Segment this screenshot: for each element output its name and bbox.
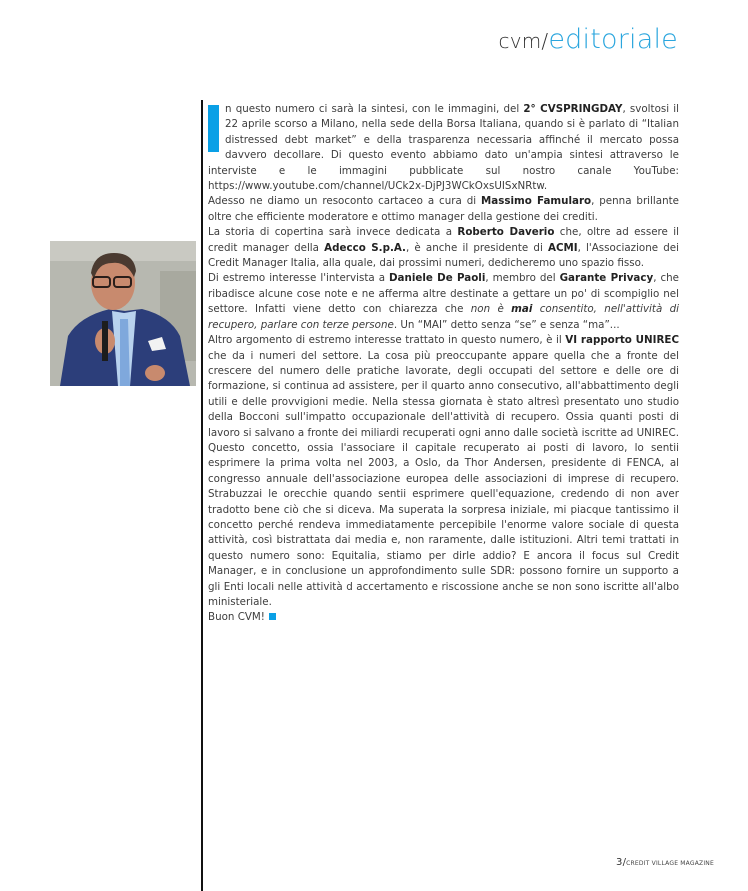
- header-prefix: cvm/: [498, 29, 549, 53]
- author-name: Massimo Famularo: [481, 195, 592, 208]
- paragraph-interview: Di estremo interesse l'intervista a Daniele De Paoli, membro del Garante Privacy, che ribadisce alcune cose note e ne afferma altre destinate a gettare un po' di scompiglio nel settore. Infatti viene detto con chiarezza che non è mai consentito, nell'attività di recupero, parlare con terze persone. Un “MAI” detto senza “se” e senza “ma”...: [208, 272, 680, 331]
- page-footer: 3/CREDIT VILLAGE MAGAZINE: [616, 857, 714, 868]
- editorial-article: [208, 102, 679, 626]
- paragraph-intro: n questo numero ci sarà la sintesi, con le immagini, del 2° CVSPRINGDAY, svoltosi il 22 aprile scorso a Milano, nella sede della Borsa Italiana, quando si è parlato di “Italian distressed debt market” e della trasparenza necessaria affinché il mercato possa davvero decollare. Di questo evento abbiamo dato un'ampia sintesi attraverso le interviste e le immagini pubblicate sul nostro canale YouTube: https://www.youtube.com/channel/UCk2x-DjPJ3WCkOxsUISxNRtw.: [208, 103, 679, 193]
- magazine-name: CREDIT VILLAGE MAGAZINE: [626, 860, 714, 867]
- portrait-image: [50, 241, 196, 386]
- paragraph-unirec: Altro argomento di estremo interesse trattato in questo numero, è il VI rapporto UNIREC che da i numeri del settore. La cosa più preoccupante appare quella che a fronte del crescere del numero delle pratiche lavorate, degli occupati del settore e delle ore di formazione, si continua ad assistere, per il quarto anno consecutivo, all'abbattimento degli utili e delle provvigioni medie. Nella stessa giornata è stato altresì presentato uno studio della Bocconi sull'impatto occupazionale dell'attività di recupero. Ossia quanti posti di lavoro si salvano a fronte dei miliardi recuperati ogni anno dalle società iscritte ad UNIREC. Questo concetto, ossia l'associare il capitale recuperato ai posti di lavoro, lo sentii esprimere la prima volta nel 2003, a Oslo, da Thor Andersen, presidente di FENCA, al congresso annuale dell'associazione europea delle associazioni di imprese di recupero. Strabuzzai le orecchie quando sentii esprimere quell'equazione, credendo di non aver tradotto bene ciò che si diceva. Ma superata la sorpresa iniziale, mi piacque tantissimo il concetto perché rendeva immediatamente percepibile l'enorme valore sociale di questa attività, così bistrattata dai media e, non raramente, dalle istituzioni. Altri temi trattati in questo numero sono: Equitalia, stiamo per dirle addio? E ancora il focus sul Credit Manager, e in conclusione un approfondimento sulle SDR: possono fornire un supporto a gli Enti locali nelle attività d accertamento e riscossione anche se non sono iscritte all'albo ministeriale.: [208, 334, 680, 608]
- column-divider: [201, 100, 203, 891]
- signoff: Buon CVM!: [208, 610, 679, 625]
- drop-cap-bar: [208, 105, 219, 152]
- header-section-title: editoriale: [548, 24, 678, 55]
- page-number: 3: [616, 857, 623, 868]
- section-header: [499, 22, 678, 59]
- end-mark-icon: [269, 613, 276, 620]
- paragraph-cover-story: La storia di copertina sarà invece dedicata a Roberto Daverio che, oltre ad essere il credit manager della Adecco S.p.A., è anche il presidente di ACMI, l'Associazione dei Credit Manager Italia, alla quale, dai prossimi numeri, dedicheremo uno spazio fisso.: [208, 226, 679, 270]
- author-photo: [50, 241, 196, 386]
- event-name: 2° CVSPRINGDAY: [523, 103, 623, 115]
- paragraph-report: Adesso ne diamo un resoconto cartaceo a cura di Massimo Famularo, penna brillante oltre che efficiente moderatore e ottimo manager della gestione dei crediti.: [208, 195, 679, 223]
